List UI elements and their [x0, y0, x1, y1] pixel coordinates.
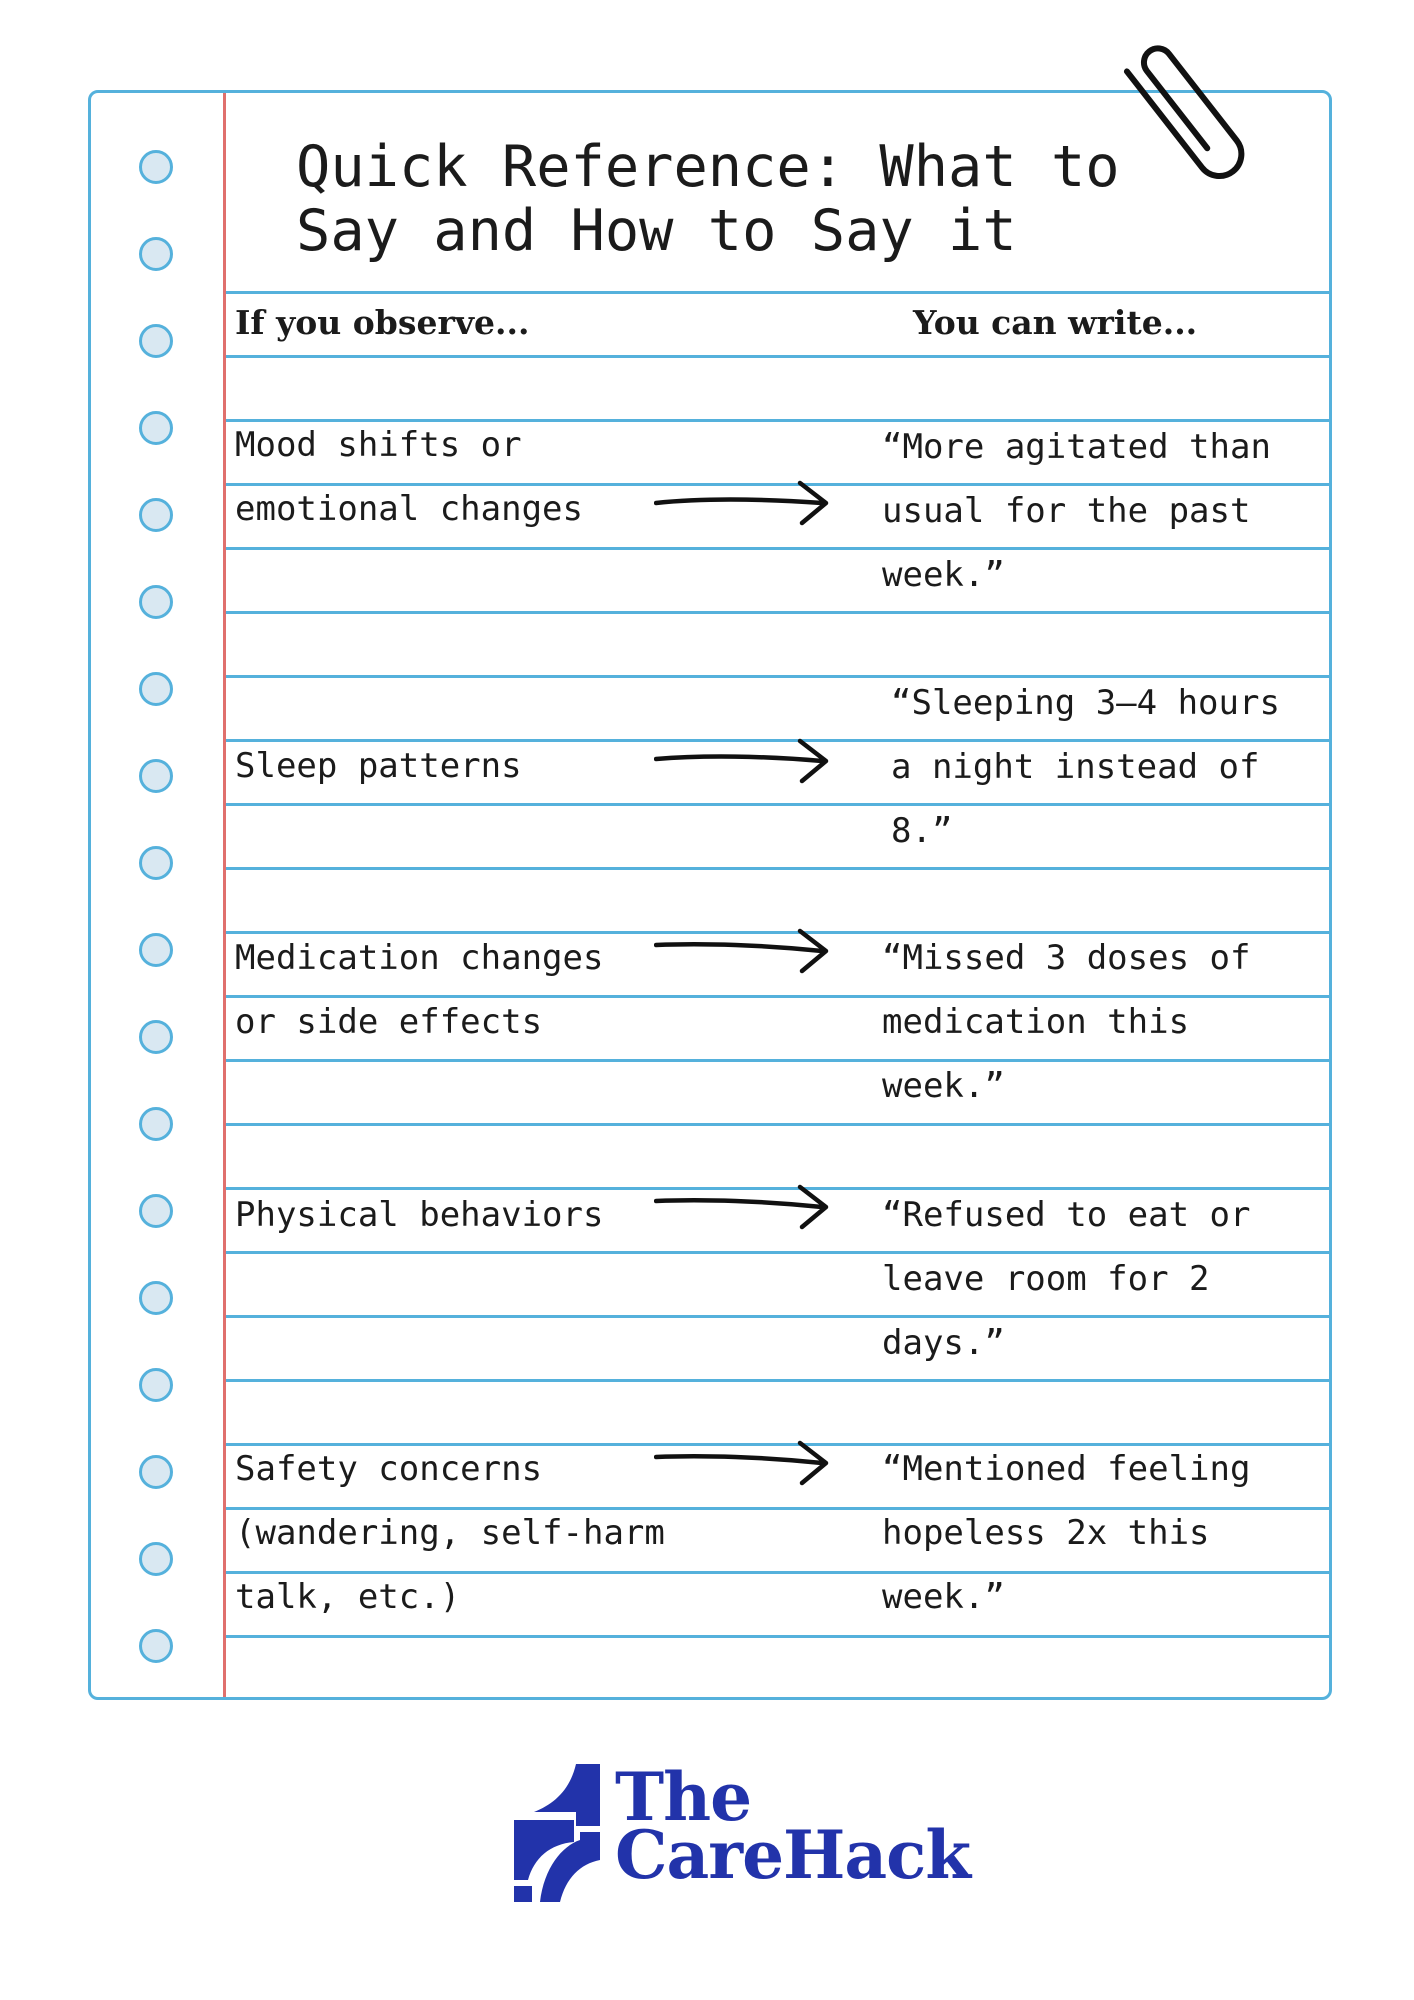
binder-hole: [139, 1368, 173, 1402]
binder-hole: [139, 1020, 173, 1054]
rule-line: [226, 1571, 1329, 1574]
observe-text: Mood shifts or: [235, 425, 522, 465]
write-text: hopeless 2x this: [882, 1513, 1210, 1553]
right-arrow-icon: [654, 473, 834, 529]
logo-text-the: The: [615, 1758, 752, 1836]
write-text: a night instead of: [891, 747, 1260, 787]
observe-text: Safety concerns: [235, 1449, 543, 1489]
page-title: [296, 135, 1176, 263]
binder-hole: [139, 150, 173, 184]
rule-line: [226, 867, 1329, 870]
rule-line: [226, 1123, 1329, 1126]
right-arrow-icon: [654, 1433, 834, 1489]
binder-hole: [139, 846, 173, 880]
rule-line: [226, 1059, 1329, 1062]
right-arrow-icon: [654, 1177, 834, 1233]
binder-hole: [139, 759, 173, 793]
write-text: “Refused to eat or: [882, 1195, 1251, 1235]
right-arrow-icon: [654, 731, 834, 787]
right-arrow-icon: [654, 921, 834, 977]
rule-line: [226, 547, 1329, 550]
rule-line: [226, 291, 1329, 294]
rule-line: [226, 803, 1329, 806]
rule-line: [226, 1315, 1329, 1318]
binder-hole: [139, 324, 173, 358]
rule-line: [226, 355, 1329, 358]
rule-line: [226, 1507, 1329, 1510]
rule-line: [226, 995, 1329, 998]
rule-line: [226, 675, 1329, 678]
observe-text: (wandering, self-harm: [235, 1513, 665, 1553]
logo-text-carehack: CareHack: [615, 1816, 971, 1894]
observe-text: or side effects: [235, 1002, 543, 1042]
observe-text: Medication changes: [235, 938, 604, 978]
paperclip-icon: [1105, 30, 1255, 200]
write-text: leave room for 2: [882, 1259, 1210, 1299]
write-text: 8.”: [891, 811, 953, 851]
care-hack-logo-mark: [510, 1760, 610, 1905]
observe-text: emotional changes: [235, 489, 583, 529]
binder-hole: [139, 933, 173, 967]
binder-hole: [139, 585, 173, 619]
rule-line: [226, 611, 1329, 614]
brand-logo: [510, 1760, 980, 1910]
notebook-page: [88, 90, 1332, 1700]
rule-line: [226, 1379, 1329, 1382]
binder-hole: [139, 1542, 173, 1576]
binder-hole: [139, 1194, 173, 1228]
observe-text: Sleep patterns: [235, 746, 522, 786]
write-text: “Sleeping 3–4 hours: [891, 683, 1280, 723]
write-text: week.”: [882, 555, 1005, 595]
rule-line: [226, 1251, 1329, 1254]
write-text: “Mentioned feeling: [882, 1449, 1251, 1489]
page-title-line-2: Say and How to Say it: [296, 198, 1017, 264]
binder-hole: [139, 1629, 173, 1663]
page-title-line-1: Quick Reference: What to: [296, 134, 1120, 200]
column-header-write: You can write...: [913, 303, 1198, 342]
binder-hole: [139, 1281, 173, 1315]
binder-hole: [139, 498, 173, 532]
rule-line: [226, 419, 1329, 422]
write-text: “More agitated than: [882, 427, 1271, 467]
binder-hole: [139, 672, 173, 706]
write-text: medication this: [882, 1002, 1190, 1042]
rule-line: [226, 1635, 1329, 1638]
observe-text: talk, etc.): [235, 1577, 461, 1617]
write-text: “Missed 3 doses of: [882, 938, 1251, 978]
margin-line: [223, 93, 226, 1697]
binder-hole: [139, 237, 173, 271]
binder-hole: [139, 411, 173, 445]
write-text: week.”: [882, 1066, 1005, 1106]
write-text: days.”: [882, 1323, 1005, 1363]
column-header-observe: If you observe...: [235, 303, 530, 342]
binder-hole: [139, 1455, 173, 1489]
binder-hole: [139, 1107, 173, 1141]
write-text: week.”: [882, 1577, 1005, 1617]
observe-text: Physical behaviors: [235, 1195, 604, 1235]
write-text: usual for the past: [882, 491, 1251, 531]
